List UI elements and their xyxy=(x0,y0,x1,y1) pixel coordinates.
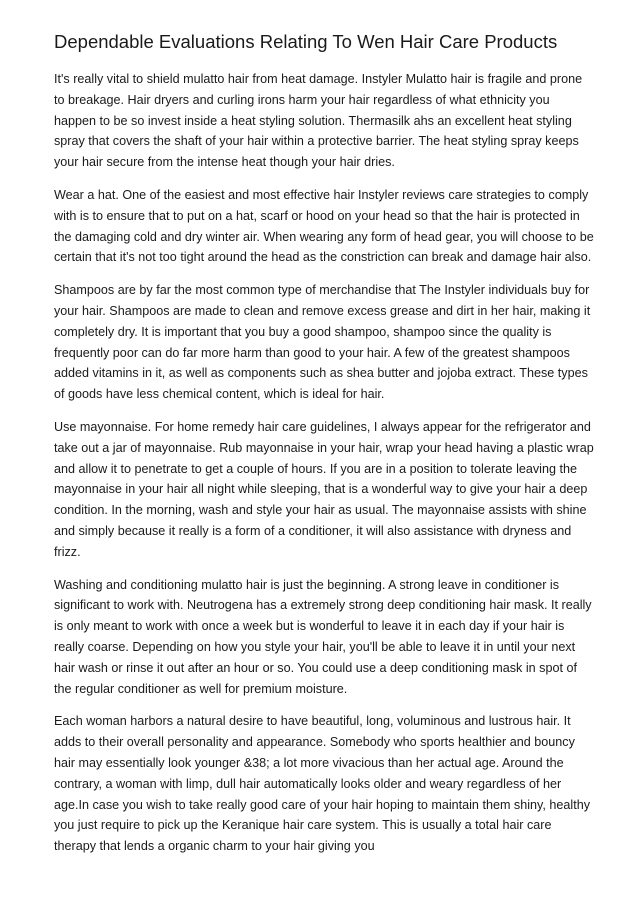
document-title: Dependable Evaluations Relating To Wen Hair Care Products xyxy=(54,31,558,52)
paragraph: It's really vital to shield mulatto hair from heat damage. Instyler Mulatto hair is fragile and prone to breakage. Hair dryers and curling irons harm your hair regardless of what ethnicity you happen to be so invest inside a heat styling solution. Thermasilk ahs an excellent heat styling spray that covers the shaft of your hair within a protective barrier. The heat styling spray keeps your hair secure from the intense heat though your hair dries. xyxy=(54,72,583,170)
paragraph: Each woman harbors a natural desire to have beautiful, long, voluminous and lustrous hair. It adds to their overall personality and appearance. Somebody who sports healthier and bouncy hair may essentially look younger &38; a lot more vivacious than her actual age. Around the contrary, a woman with limp, dull hair automatically looks older and weary regardless of her age.In case you wish to take really good care of your hair hoping to maintain them shiny, healthy you just require to pick up the Keranique hair care system. This is usually a total hair care therapy that lends a organic charm to your hair giving you xyxy=(54,714,591,854)
paragraph: Washing and conditioning mulatto hair is just the beginning. A strong leave in conditioner is significant to work with. Neutrogena has a extremely strong deep conditioning hair mask. It really is only meant to work with once a week but is wonderful to leave it in each day if your hair is really coarse. Depending on how you style your hair, you'll be able to leave it in until your next hair wash or rinse it out after an hour or so. You could use a deep conditioning mask in spot of the regular conditioner as well for premium moisture. xyxy=(54,577,592,696)
paragraph: Wear a hat. One of the easiest and most effective hair Instyler reviews care strategies to comply with is to ensure that to put on a hat, scarf or hood on your head so that the hair is protected in the damaging cold and dry winter air. When wearing any form of head gear, you will choose to be certain that it's not too tight around the head as the constriction can break and damage hair also. xyxy=(54,187,594,265)
paragraph: Shampoos are by far the most common type of merchandise that The Instyler individuals buy for your hair. Shampoos are made to clean and remove excess grease and dirt in her hair, making it completely dry. It is important that you buy a good shampoo, shampoo since the quality is frequently poor can do far more harm than good to your hair. A few of the greatest shampoos added vitamins in it, as well as components such as shea butter and jojoba extract. These types of goods have less chemical content, which is ideal for hair. xyxy=(54,283,591,402)
paragraph: Use mayonnaise. For home remedy hair care guidelines, I always appear for the refrigerator and take out a jar of mayonnaise. Rub mayonnaise in your hair, wrap your head having a plastic wrap and allow it to penetrate to get a couple of hours. If you are in a position to tolerate leaving the mayonnaise in your hair all night while sleeping, that is a wonderful way to give your hair a deep condition. In the morning, wash and style your hair as usual. The mayonnaise assists with shine and simply because it really is a form of a conditioner, it will also assistance with dryness and frizz. xyxy=(54,419,594,559)
document-page xyxy=(54,30,594,869)
document-body xyxy=(54,69,594,857)
